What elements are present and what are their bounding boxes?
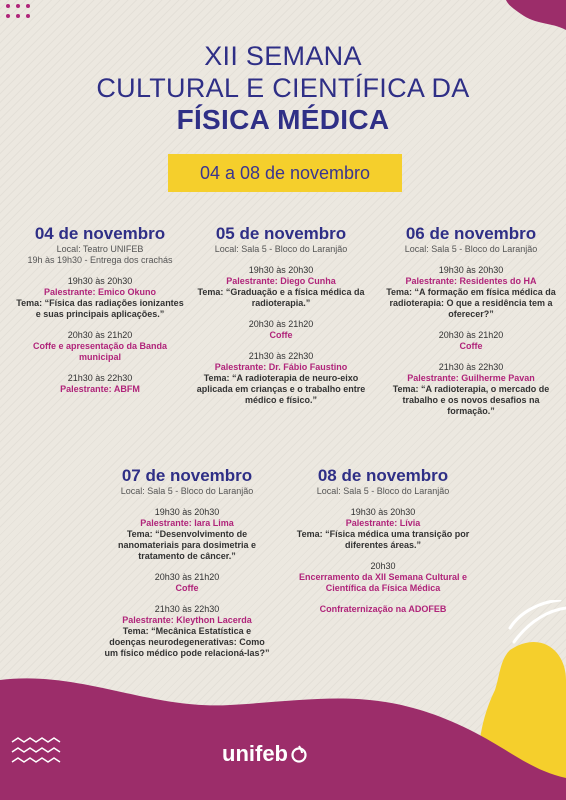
event-time: 21h30 às 22h30 bbox=[154, 604, 220, 614]
event-speaker: Palestrante: Emico Okuno bbox=[43, 287, 157, 297]
event-title: Tema: “Física das radiações ionizantes e suas principais aplicações.” bbox=[16, 298, 184, 319]
event-time: 19h30 às 20h30 bbox=[350, 507, 416, 517]
event-speaker: Palestrante: Residentes do HA bbox=[405, 276, 537, 286]
day-card-06 bbox=[386, 224, 556, 417]
logo-text: unifeb bbox=[222, 741, 288, 766]
event-speaker: Palestrante: Guilherme Pavan bbox=[407, 373, 535, 383]
logo-drop-icon bbox=[290, 744, 308, 764]
top-left-dots-decoration bbox=[0, 0, 50, 40]
event-time: 19h30 às 20h30 bbox=[248, 265, 314, 275]
title-line-2: CULTURAL E CIENTÍFICA DA bbox=[96, 73, 470, 103]
day-card-07 bbox=[104, 466, 270, 659]
event-time: 19h30 às 20h30 bbox=[67, 276, 133, 286]
event-time: 21h30 às 22h30 bbox=[248, 351, 314, 361]
event-time: 20h30 bbox=[370, 561, 396, 571]
page-title bbox=[0, 40, 566, 136]
event-speaker: Palestrante: Dr. Fábio Faustino bbox=[214, 362, 348, 372]
date-range-banner: 04 a 08 de novembro bbox=[168, 154, 402, 192]
event-speaker: Palestrante: Kleython Lacerda bbox=[122, 615, 252, 625]
event-time: 20h30 às 21h20 bbox=[248, 319, 314, 329]
title-line-3: FÍSICA MÉDICA bbox=[176, 104, 390, 135]
event-title: Tema: “Mecânica Estatística e doenças neurodegenerativas: Como um físico médico pode relacioná-las?” bbox=[104, 626, 270, 658]
event-title: Tema: “A radioterapia, o mercado de trabalho e os novos desafios na formação.” bbox=[392, 384, 550, 416]
day-date: 04 de novembro bbox=[34, 224, 166, 243]
day-location: Local: Sala 5 - Bloco do Laranjão bbox=[120, 486, 254, 496]
day-date: 07 de novembro bbox=[121, 466, 253, 485]
event-title: Tema: “Desenvolvimento de nanomateriais para dosimetria e tratamento de câncer.” bbox=[117, 529, 257, 561]
event-time: 21h30 às 22h30 bbox=[438, 362, 504, 372]
event-time: 19h30 às 20h30 bbox=[438, 265, 504, 275]
title-line-1: XII SEMANA bbox=[204, 41, 362, 71]
event-speaker: Palestrante: Iara Lima bbox=[140, 518, 234, 528]
unifeb-logo bbox=[222, 741, 308, 767]
day-location: Local: Sala 5 - Bloco do Laranjão bbox=[404, 244, 538, 254]
day-card-08 bbox=[296, 466, 470, 615]
event-speaker: Encerramento da XII Semana Cultural e Científica da Física Médica bbox=[298, 572, 468, 593]
top-right-plum-blob bbox=[496, 0, 566, 40]
event-time: 21h30 às 22h30 bbox=[67, 373, 133, 383]
event-title: Tema: “Física médica uma transição por diferentes áreas.” bbox=[296, 529, 470, 550]
day-location: Local: Sala 5 - Bloco do Laranjão bbox=[214, 244, 348, 254]
day-location: Local: Teatro UNIFEB bbox=[56, 244, 144, 254]
day-date: 05 de novembro bbox=[215, 224, 347, 243]
day-date: 06 de novembro bbox=[405, 224, 537, 243]
day-note: 19h às 19h30 - Entrega dos crachás bbox=[27, 255, 173, 265]
event-speaker: Palestrante: Lívia bbox=[345, 518, 421, 528]
event-time: 20h30 às 21h20 bbox=[438, 330, 504, 340]
event-speaker: Confraternização na ADOFEB bbox=[319, 604, 447, 614]
bottom-left-zigzag-decoration bbox=[10, 736, 70, 776]
event-time: 20h30 às 21h20 bbox=[154, 572, 220, 582]
day-location: Local: Sala 5 - Bloco do Laranjão bbox=[316, 486, 450, 496]
day-card-04: 04 de novembro Local: Teatro UNIFEB 19h às 19h30 - Entrega dos crachás 19h30 às 20h30 Palestrante: Emico Okuno Tema: “Física das radiações ionizantes e suas principais aplicações.” 20h30 às 21h20 Coffe e apresentação da Banda municipal 21h30 às 22h30 Palestrante: ABFM bbox=[16, 224, 184, 394]
event-speaker: Coffe bbox=[175, 583, 199, 593]
event-time: 19h30 às 20h30 bbox=[154, 507, 220, 517]
day-date: 08 de novembro bbox=[317, 466, 449, 485]
event-title: Tema: “Graduação e a física médica da radioterapia.” bbox=[197, 287, 365, 308]
event-speaker: Palestrante: ABFM bbox=[60, 384, 140, 394]
event-speaker: Coffe bbox=[459, 341, 483, 351]
bottom-plum-wave bbox=[0, 660, 566, 800]
day-card-05 bbox=[194, 224, 368, 406]
event-speaker: Palestrante: Diego Cunha bbox=[226, 276, 336, 286]
event-title: Tema: “A radioterapia de neuro-eixo aplicada em crianças e o trabalho entre médico e físico.” bbox=[196, 373, 366, 405]
event-speaker: Coffe bbox=[269, 330, 293, 340]
event-title: Tema: “A formação em física médica da radioterapia: O que a residência tem a oferecer?” bbox=[386, 287, 556, 319]
